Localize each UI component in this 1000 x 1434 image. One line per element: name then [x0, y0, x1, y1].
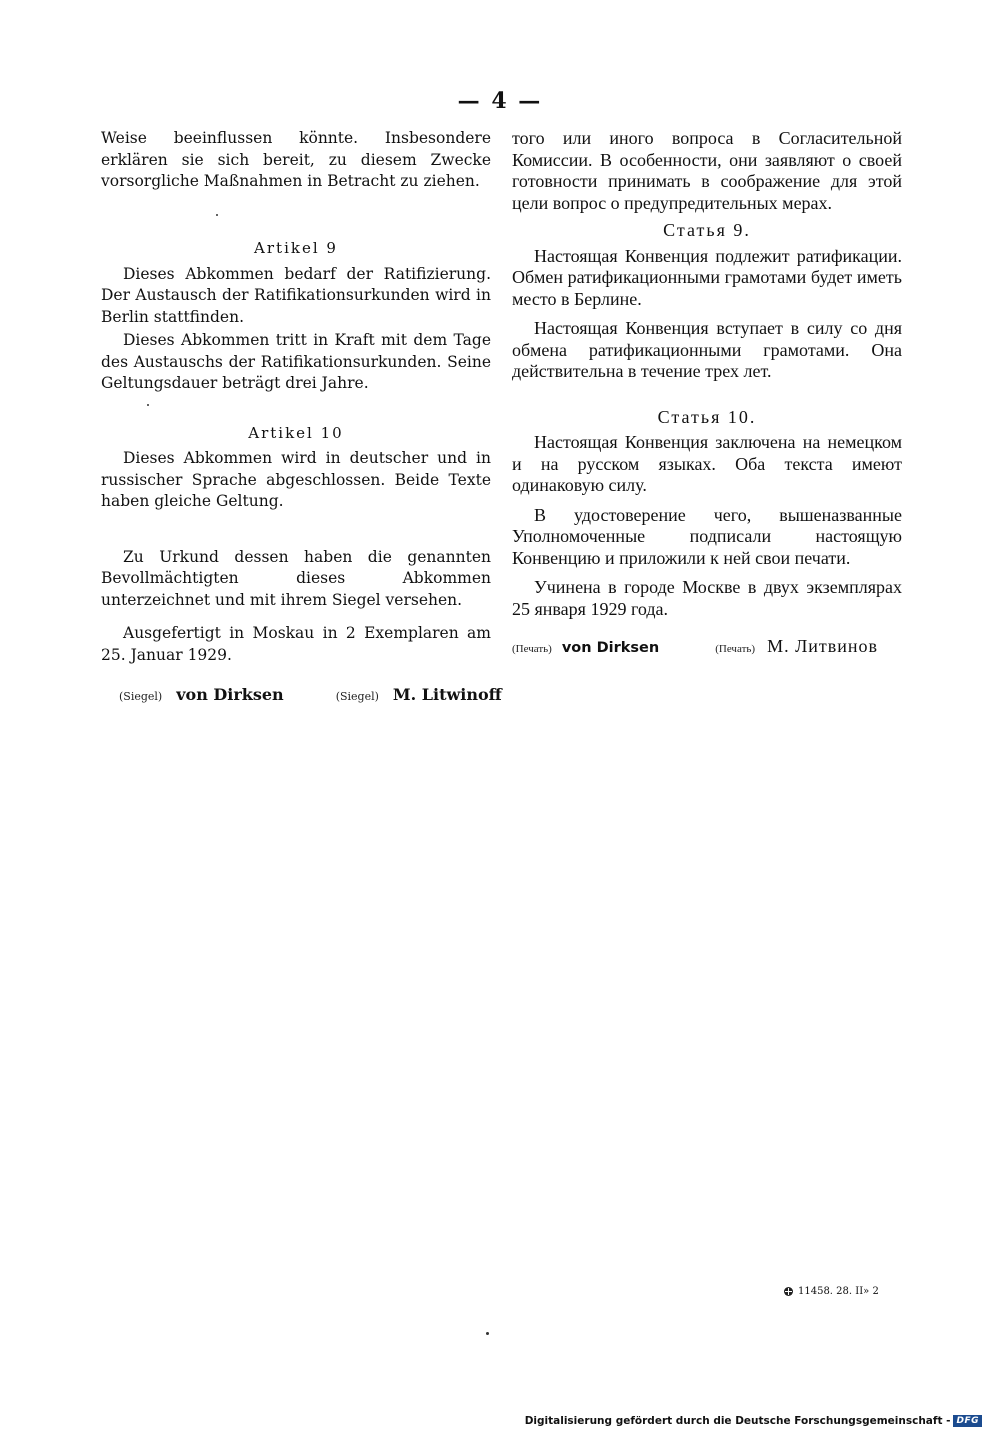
page-number: — 4 —: [457, 88, 543, 114]
german-article-10-heading: Artikel 10: [248, 423, 344, 442]
german-article-9-paragraph-1: Dieses Abkommen bedarf der Ratifizierung. Der Austausch der Ratifikationsurkunden wird in Berlin stattfinden.: [101, 264, 491, 326]
german-article-10-paragraph: Dieses Abkommen wird in deutscher und in russischer Sprache abgeschlossen. Beide Texte haben gleiche Geltung.: [101, 449, 491, 510]
german-done-at-clause: Ausgefertigt in Moskau in 2 Exemplaren am 25. Januar 1929.: [101, 624, 491, 664]
paper-speck: [486, 1332, 489, 1335]
german-signatory-2: M. Litwinoff: [392, 685, 502, 704]
printer-mark-icon: [784, 1287, 793, 1296]
russian-article-10-paragraph: Настоящая Конвенция заключена на немецком и на русском языках. Оба текста имеют одинаковую силу.: [512, 432, 902, 495]
russian-article-10-heading: Статья 10.: [657, 406, 757, 427]
german-seal-label-2: (Siegel): [335, 690, 379, 703]
russian-done-at-clause: Учинена в городе Москве в двух экземплярах 25 января 1929 года.: [512, 577, 902, 619]
german-article-9-heading: Artikel 9: [254, 239, 338, 257]
russian-article-9-paragraph-1: Настоящая Конвенция подлежит ратификации. Обмен ратификационными грамотами будет иметь место в Берлине.: [512, 245, 902, 309]
russian-witness-clause: В удостоверение чего, вышеназванные Уполномоченные подписали настоящую Конвенцию и приложили к ней свои печати.: [512, 504, 902, 568]
paper-speck: [147, 404, 149, 406]
russian-seal-label-2: (Печать): [715, 643, 756, 655]
german-witness-clause: Zu Urkund dessen haben die genannten Bevollmächtigten dieses Abkommen unterzeichnet und mit ihrem Siegel versehen.: [101, 547, 491, 609]
german-signature-row: [101, 684, 502, 708]
russian-signatory-1: von Dirksen: [561, 640, 660, 656]
digitization-footer: [525, 1415, 982, 1427]
paper-speck: [216, 214, 218, 216]
print-code-text: 11458. 28. II» 2: [798, 1286, 879, 1297]
german-continuation-text: Weise beeinflussen könnte. Insbesondere erklären sie sich bereit, zu diesem Zwecke vorsorgliche Maßnahmen in Betracht zu ziehen.: [101, 129, 491, 190]
german-seal-label-1: (Siegel): [119, 690, 163, 703]
russian-seal-label-1: (Печать): [512, 643, 552, 655]
digitization-credit: Digitalisierung gefördert durch die Deutsche Forschungsgemeinschaft -: [524, 1415, 951, 1427]
dfg-logo-icon: DFG: [953, 1415, 982, 1427]
german-column: [101, 128, 502, 708]
russian-column: [512, 128, 902, 661]
german-signatory-1: von Dirksen: [176, 685, 284, 704]
german-article-9-paragraph-2: Dieses Abkommen tritt in Kraft mit dem Tage des Austauschs der Ratifikationsurkunden. Seine Geltungsdauer beträgt drei Jahre.: [101, 331, 491, 392]
print-code: [784, 1286, 879, 1297]
russian-signature-row: [512, 636, 902, 661]
russian-continuation-text: того или иного вопроса в Согласительной Комиссии. В особенности, они заявляют о своей готовности принимать в соображение для этой цели вопрос о предупредительных мерах.: [512, 128, 902, 213]
russian-signatory-2: М. Литвинов: [767, 636, 879, 656]
russian-article-9-paragraph-2: Настоящая Конвенция вступает в силу со дня обмена ратификационными грамотами. Она действительна в течение трех лет.: [512, 318, 902, 381]
russian-article-9-heading: Статья 9.: [663, 220, 751, 240]
